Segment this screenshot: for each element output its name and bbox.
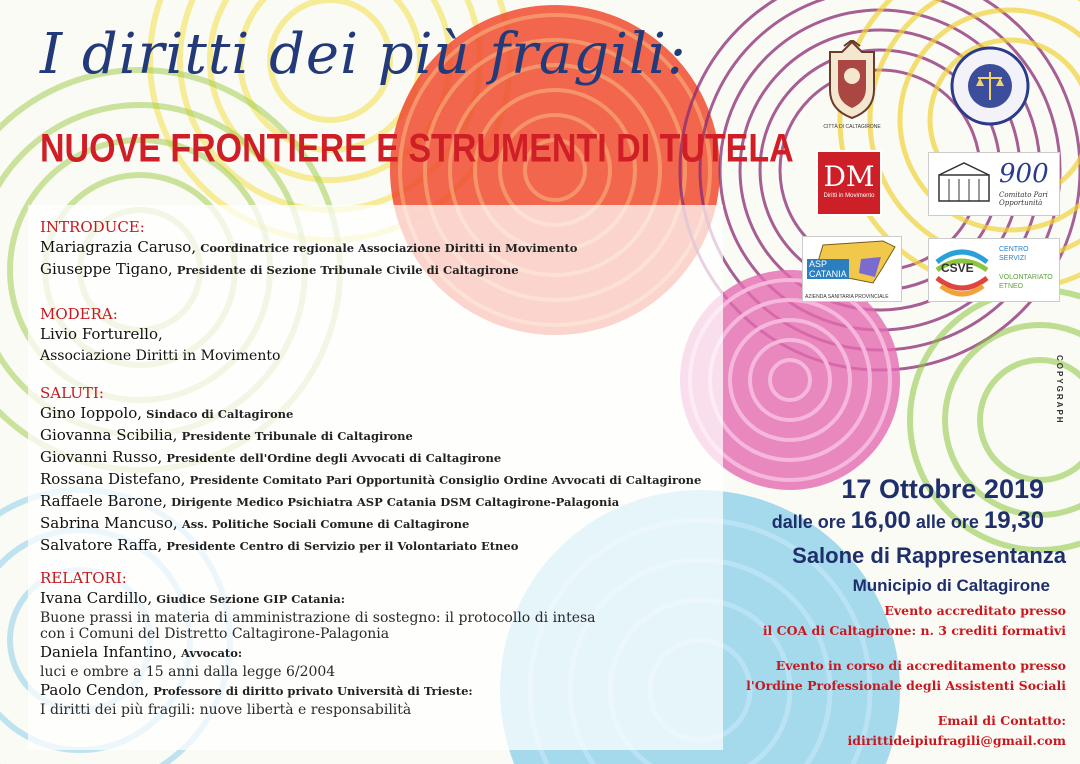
- to-time: 19,30: [983, 507, 1044, 534]
- email-label: Email di Contatto:: [937, 713, 1066, 728]
- email-address[interactable]: idirittideipiufragili@gmail.com: [847, 733, 1066, 748]
- note-line: il COA di Caltagirone: n. 3 crediti formativi: [762, 623, 1066, 638]
- from-time: 16,00: [850, 507, 911, 534]
- person-name: Rossana Distefano,: [40, 470, 186, 488]
- person-role: Professore di diritto privato Università di Trieste:: [153, 684, 473, 698]
- event-time: [772, 507, 1044, 535]
- person-role: Ass. Politiche Sociali Comune di Caltagirone: [181, 517, 470, 531]
- saluti-person: [40, 469, 740, 491]
- copyright-text: COPYGRAPH: [1055, 355, 1064, 425]
- modera-section: [40, 305, 740, 367]
- cpo-number: 900: [999, 159, 1049, 189]
- talk-title: luci e ombre a 15 anni dalla legge 6/2004: [40, 664, 336, 680]
- asp-label-2: CATANIA: [809, 269, 847, 279]
- introduce-heading: INTRODUCE:: [40, 218, 145, 236]
- saluti-person: [40, 425, 740, 447]
- introduce-person: [40, 259, 740, 281]
- dm-logo: [818, 152, 880, 214]
- person-name: Paolo Cendon,: [40, 681, 150, 699]
- dm-caption: Diritti in Movimento: [823, 193, 875, 199]
- city-caption: CITTÀ DI CALTAGIRONE: [823, 124, 881, 130]
- relatore-person: [40, 642, 740, 664]
- asp-label: [807, 259, 849, 279]
- title-line2: NUOVE FRONTIERE E STRUMENTI DI TUTELA: [40, 126, 794, 171]
- event-venue-sub: Municipio di Caltagirone: [852, 576, 1050, 595]
- event-venue: Salone di Rappresentanza: [792, 543, 1066, 568]
- person-role: Avvocato:: [180, 646, 243, 660]
- person-name: Mariagrazia Caruso,: [40, 238, 197, 256]
- relatore-person: [40, 680, 740, 702]
- note-line: Evento in corso di accreditamento presso: [775, 658, 1066, 673]
- contact-block: [847, 711, 1066, 751]
- title-line1: I diritti dei più fragili:: [40, 22, 687, 87]
- accreditation-note: [763, 601, 1066, 641]
- saluti-heading: SALUTI:: [40, 384, 104, 402]
- person-role: Presidente Centro di Servizio per il Volontariato Etneo: [166, 539, 519, 553]
- talk-title: Buone prassi in materia di amministrazione di sostegno: il protocollo di intesa con i Comuni del Distretto Caltagirone-Palagonia: [40, 610, 596, 642]
- copyright-vertical: [1050, 355, 1064, 445]
- asp-catania-logo: [802, 236, 902, 302]
- csve-right-1: CENTRO SERVIZI: [999, 246, 1029, 262]
- scales-of-justice-icon: [950, 46, 1030, 126]
- accreditation-note-2: [746, 656, 1066, 696]
- saluti-person: [40, 403, 740, 425]
- asp-label-1: ASP: [809, 259, 828, 269]
- person-role: Coordinatrice regionale Associazione Diritti in Movimento: [200, 241, 578, 255]
- csve-text: CSVE: [941, 261, 974, 275]
- person-role: Presidente di Sezione Tribunale Civile di Caltagirone: [176, 263, 519, 277]
- person-name: Giovanna Scibilia,: [40, 426, 178, 444]
- saluti-section: [40, 384, 740, 557]
- moderator-org: Associazione Diritti in Movimento: [40, 348, 281, 364]
- saluti-person: [40, 447, 740, 469]
- cpo-text: Comitato Pari Opportunità: [999, 191, 1048, 207]
- saluti-person: [40, 491, 740, 513]
- person-role: Presidente Tribunale di Caltagirone: [181, 429, 413, 443]
- note-line: Evento accreditato presso: [884, 603, 1066, 618]
- introduce-person: [40, 237, 740, 259]
- talk-title: I diritti dei più fragili: nuove libertà e responsabilità: [40, 702, 412, 718]
- csve-right-2: VOLONTARIATO ETNEO: [999, 274, 1053, 290]
- person-role: Giudice Sezione GIP Catania:: [156, 592, 346, 606]
- person-role: Presidente dell'Ordine degli Avvocati di Caltagirone: [166, 451, 502, 465]
- csve-logo: [928, 238, 1060, 302]
- ordine-avvocati-logo: [950, 46, 1030, 130]
- moderator-name: Livio Forturello,: [40, 325, 163, 343]
- person-role: Dirigente Medico Psichiatra ASP Catania DSM Caltagirone-Palagonia: [171, 495, 620, 509]
- person-name: Gino Ioppolo,: [40, 404, 143, 422]
- dm-text: DM: [823, 160, 875, 193]
- asp-caption: AZIENDA SANITARIA PROVINCIALE: [805, 294, 889, 300]
- person-role: Sindaco di Caltagirone: [146, 407, 294, 421]
- event-date: 17 Ottobre 2019: [841, 474, 1044, 504]
- note-line: l'Ordine Professionale degli Assistenti Sociali: [746, 678, 1066, 693]
- person-name: Sabrina Mancuso,: [40, 514, 178, 532]
- person-name: Ivana Cardillo,: [40, 589, 153, 607]
- relatore-person: [40, 588, 740, 610]
- person-role: Presidente Comitato Pari Opportunità Consiglio Ordine Avvocati di Caltagirone: [189, 473, 702, 487]
- building-sketch-icon: [935, 159, 995, 209]
- introduce-section: [40, 218, 740, 281]
- person-name: Raffaele Barone,: [40, 492, 167, 510]
- person-name: Giuseppe Tigano,: [40, 260, 173, 278]
- person-name: Daniela Infantino,: [40, 643, 177, 661]
- cpo-logo: [928, 152, 1060, 216]
- coat-of-arms-icon: [822, 40, 882, 120]
- person-name: Giovanni Russo,: [40, 448, 163, 466]
- to-label: alle ore: [915, 512, 979, 532]
- modera-heading: MODERA:: [40, 305, 118, 323]
- relatori-section: [40, 569, 740, 718]
- person-name: Salvatore Raffa,: [40, 536, 163, 554]
- relatori-heading: RELATORI:: [40, 569, 127, 587]
- from-label: dalle ore: [771, 512, 846, 532]
- city-coat-of-arms-logo: [822, 40, 882, 135]
- saluti-person: [40, 513, 740, 535]
- saluti-person: [40, 535, 740, 557]
